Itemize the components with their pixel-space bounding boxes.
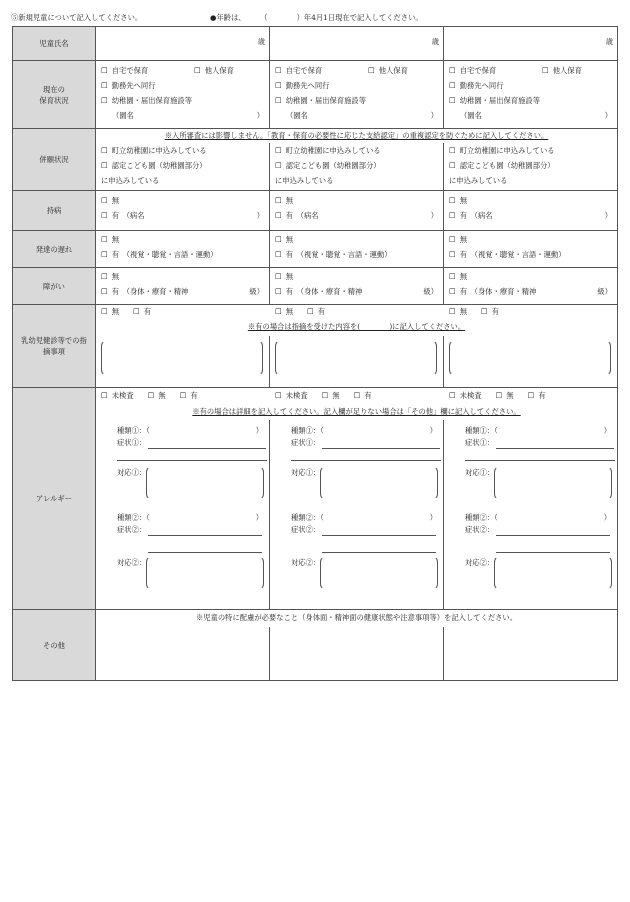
care-cell-2: ☐ 自宅で保育 ☐ 他人保育 ☐ 勤務先へ同行 ☐ 幼稚園・届出保育施設等 （園名 ） [270, 61, 444, 129]
checkbox-yes[interactable]: ☐ [275, 211, 282, 220]
checkbox-kinder[interactable]: ☐ [101, 96, 108, 105]
checkbox-none[interactable]: ☐ [275, 235, 282, 244]
disability-cell-2: ☐ 無 ☐ 有 （身体・療育・精神 級） [270, 268, 444, 305]
checkbox-none[interactable]: ☐ [449, 272, 456, 281]
checkbox-home[interactable]: ☐ [275, 66, 282, 75]
checkbox-yes[interactable]: ☐ [101, 287, 108, 296]
delay-cell-1: ☐ 無 ☐ 有 （視覚・聴覚・言語・運動） [96, 231, 270, 268]
checkbox-kinder[interactable]: ☐ [449, 96, 456, 105]
checkbox-work[interactable]: ☐ [101, 81, 108, 90]
concurrent-cell-1: ☐ 町立幼稚園に申込みしている ☐ 認定こども園（幼稚園部分） に申込みしている [96, 143, 270, 191]
row-care-status [13, 61, 618, 129]
checkbox-town-kinder[interactable]: ☐ [275, 145, 282, 155]
checkbox-yes[interactable]: ☐ [101, 250, 108, 259]
disease-cell-3: ☐ 無 ☐ 有 （病名 ） [444, 191, 618, 231]
allergy-resp1-bracket[interactable] [494, 466, 612, 500]
name-cell-3[interactable]: 歳 [444, 27, 618, 61]
checkup-note: ※有の場合は指摘を受けた内容を( )に記入してください。 [247, 322, 466, 331]
row-child-name [13, 27, 618, 61]
row-other [13, 610, 618, 681]
age-note: ●年齢は、 （ ）年4月1日現在で記入してください。 [210, 13, 423, 22]
checkbox-yes[interactable]: ☐ [275, 287, 282, 296]
checkbox-none[interactable]: ☐ [275, 307, 282, 316]
checkbox-nintei[interactable]: ☐ [101, 160, 108, 170]
disability-cell-1: ☐ 無 ☐ 有 （身体・療育・精神 級） [96, 268, 270, 305]
allergy-col-1: 種類①：（ ） 症状①： [117, 426, 263, 447]
allergy-resp2-bracket[interactable] [320, 556, 438, 590]
checkup-bracket-2[interactable] [275, 340, 437, 376]
label-disease: 持病 [13, 191, 96, 231]
checkbox-yes[interactable]: ☐ [449, 211, 456, 220]
checkbox-town-kinder[interactable]: ☐ [101, 145, 108, 155]
allergy-cell: ☐ 未検査 ☐ 無 ☐ 有 ☐ 未検査 ☐ 無 ☐ 有 ☐ 未検査 ☐ 無 ☐ 有 ※有の場合は詳細を記入してください。記入欄が足りない場合は「その他」欄に記入してください。 種類①：（ ） 症状①： 対応①： 種類②：（ ） 症状②： 対応②： 種類①：（ ） 症状①： 対応①： 種類②：（ ） 症状②： 対応②： 種類①：（ ） 症状①： 対応①： 種類②：（ ） 症状②： 対応②： [96, 388, 618, 610]
checkbox-none[interactable]: ☐ [275, 196, 282, 205]
checkbox-none[interactable]: ☐ [101, 272, 108, 281]
checkbox-home[interactable]: ☐ [449, 66, 456, 75]
checkbox-nintei[interactable]: ☐ [275, 160, 282, 170]
checkbox-none[interactable]: ☐ [449, 307, 456, 316]
row-concurrent-note [13, 129, 618, 143]
checkup-cell: ☐ 無 ☐ 有 ☐ 無 ☐ 有 ☐ 無 ☐ 有 ※有の場合は指摘を受けた内容を( )に記入してください。 [96, 305, 618, 388]
disability-cell-3: ☐ 無 ☐ 有 （身体・療育・精神 級） [444, 268, 618, 305]
name-cell-2[interactable]: 歳 [270, 27, 444, 61]
checkbox-yes[interactable]: ☐ [307, 307, 314, 316]
intro-text: ⑤新規児童について記入してください。 [11, 13, 143, 22]
row-concurrent [13, 143, 618, 191]
checkbox-yes[interactable]: ☐ [481, 307, 488, 316]
checkup-bracket-1[interactable] [101, 340, 263, 376]
checkbox-untested[interactable]: ☐ [449, 391, 456, 400]
checkbox-yes[interactable]: ☐ [449, 250, 456, 259]
row-allergy [13, 388, 618, 610]
checkbox-none[interactable]: ☐ [275, 272, 282, 281]
checkbox-yes[interactable]: ☐ [527, 391, 535, 400]
checkbox-yes[interactable]: ☐ [275, 250, 282, 259]
concurrent-cell-2: ☐ 町立幼稚園に申込みしている ☐ 認定こども園（幼稚園部分） に申込みしている [270, 143, 444, 191]
label-checkup: 乳幼児健診等での指 摘事項 [13, 305, 96, 388]
checkbox-kinder[interactable]: ☐ [275, 96, 282, 105]
concurrent-note: ※入所審査には影響しません。「教育・保育の必要性に応じた支給認定」の重複認定を防ぐために記入してください。 [164, 131, 549, 140]
checkbox-home[interactable]: ☐ [101, 66, 108, 75]
label-concurrent: 併願状況 [13, 129, 96, 191]
checkbox-other-care[interactable]: ☐ [194, 66, 201, 75]
checkbox-work[interactable]: ☐ [275, 81, 282, 90]
checkbox-yes[interactable]: ☐ [101, 211, 108, 220]
form-intro [11, 13, 619, 24]
allergy-col-2: 種類①：（ ） 症状①： [291, 426, 437, 447]
allergy-col-3: 種類①：（ ） 症状①： [465, 426, 611, 447]
row-checkup [13, 305, 618, 388]
checkbox-town-kinder[interactable]: ☐ [449, 145, 456, 155]
label-allergy: アレルギー [13, 388, 96, 610]
checkbox-untested[interactable]: ☐ [101, 391, 108, 400]
other-note: ※児童の特に配慮が必要なこと（身体面・精神面の健康状態や注意事項等）を記入してください。 [195, 613, 518, 622]
checkbox-yes[interactable]: ☐ [353, 391, 361, 400]
allergy-resp2-bracket[interactable] [146, 556, 264, 590]
checkbox-none[interactable]: ☐ [101, 196, 108, 205]
label-other: その他 [13, 610, 96, 681]
name-cell-1[interactable]: 歳 [96, 27, 270, 61]
checkbox-yes[interactable]: ☐ [449, 287, 456, 296]
delay-cell-3: ☐ 無 ☐ 有 （視覚・聴覚・言語・運動） [444, 231, 618, 268]
label-care-status: 現在の 保育状況 [13, 61, 96, 129]
other-cell[interactable] [96, 610, 618, 681]
checkbox-untested[interactable]: ☐ [275, 391, 282, 400]
checkbox-work[interactable]: ☐ [449, 81, 456, 90]
concurrent-cell-3: ☐ 町立幼稚園に申込みしている ☐ 認定こども園（幼稚園部分） に申込みしている [444, 143, 618, 191]
checkbox-yes[interactable]: ☐ [179, 391, 187, 400]
allergy-resp1-bracket[interactable] [320, 466, 438, 500]
disease-cell-2: ☐ 無 ☐ 有 （病名 ） [270, 191, 444, 231]
row-disease [13, 191, 618, 231]
label-child-name: 児童氏名 [13, 27, 96, 61]
checkbox-none[interactable]: ☐ [101, 235, 108, 244]
disease-cell-1: ☐ 無 ☐ 有 （病名 ） [96, 191, 270, 231]
checkbox-yes[interactable]: ☐ [133, 307, 140, 316]
checkbox-none[interactable]: ☐ [449, 196, 456, 205]
checkbox-none[interactable]: ☐ [101, 307, 108, 316]
delay-cell-2: ☐ 無 ☐ 有 （視覚・聴覚・言語・運動） [270, 231, 444, 268]
label-disability: 障がい [13, 268, 96, 305]
allergy-resp2-bracket[interactable] [494, 556, 612, 590]
checkbox-other-care[interactable]: ☐ [368, 66, 375, 75]
checkbox-other-care[interactable]: ☐ [542, 66, 549, 75]
row-delay [13, 231, 618, 268]
checkbox-nintei[interactable]: ☐ [449, 160, 456, 170]
checkbox-none[interactable]: ☐ [147, 391, 155, 400]
new-child-form-table [12, 26, 618, 681]
checkbox-none[interactable]: ☐ [449, 235, 456, 244]
label-delay: 発達の遅れ [13, 231, 96, 268]
checkbox-none[interactable]: ☐ [321, 391, 329, 400]
row-disability [13, 268, 618, 305]
checkup-bracket-3[interactable] [449, 340, 611, 376]
care-cell-3: ☐ 自宅で保育 ☐ 他人保育 ☐ 勤務先へ同行 ☐ 幼稚園・届出保育施設等 （園名 ） [444, 61, 618, 129]
allergy-resp1-bracket[interactable] [146, 466, 264, 500]
checkbox-none[interactable]: ☐ [495, 391, 503, 400]
care-cell-1: ☐ 自宅で保育 ☐ 他人保育 ☐ 勤務先へ同行 ☐ 幼稚園・届出保育施設等 （園名 ） [96, 61, 270, 129]
allergy-note: ※有の場合は詳細を記入してください。記入欄が足りない場合は「その他」欄に記入してください。 [192, 407, 521, 416]
